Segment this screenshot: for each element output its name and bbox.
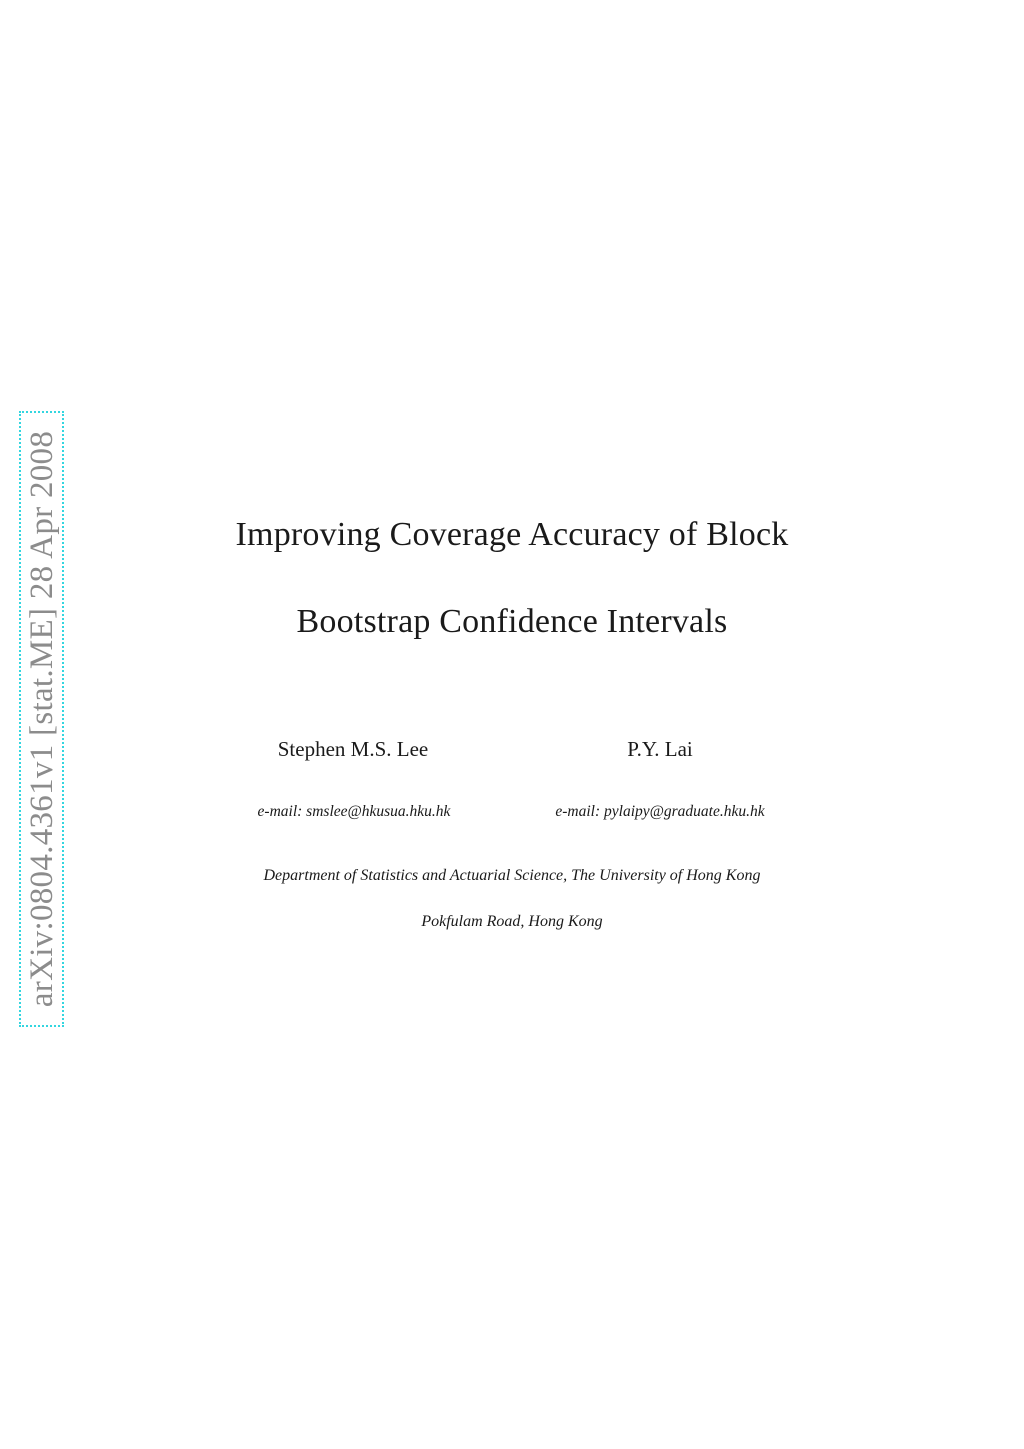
affiliation-line-2: Pokfulam Road, Hong Kong xyxy=(421,913,603,930)
author-email-2: e-mail: pylaipy@graduate.hku.hk xyxy=(555,803,765,820)
paper-title-line-1: Improving Coverage Accuracy of Block xyxy=(235,516,789,553)
affiliation-line-1: Department of Statistics and Actuarial Science, The University of Hong Kong xyxy=(263,867,761,884)
paper-title-line-2: Bootstrap Confidence Intervals xyxy=(296,603,728,640)
arxiv-identifier: arXiv:0804.4361v1 [stat.ME] 28 Apr 2008 xyxy=(24,430,60,1008)
author-email-1: e-mail: smslee@hkusua.hku.hk xyxy=(257,803,451,820)
author-name-1: Stephen M.S. Lee xyxy=(277,737,429,761)
author-name-2: P.Y. Lai xyxy=(627,737,693,761)
